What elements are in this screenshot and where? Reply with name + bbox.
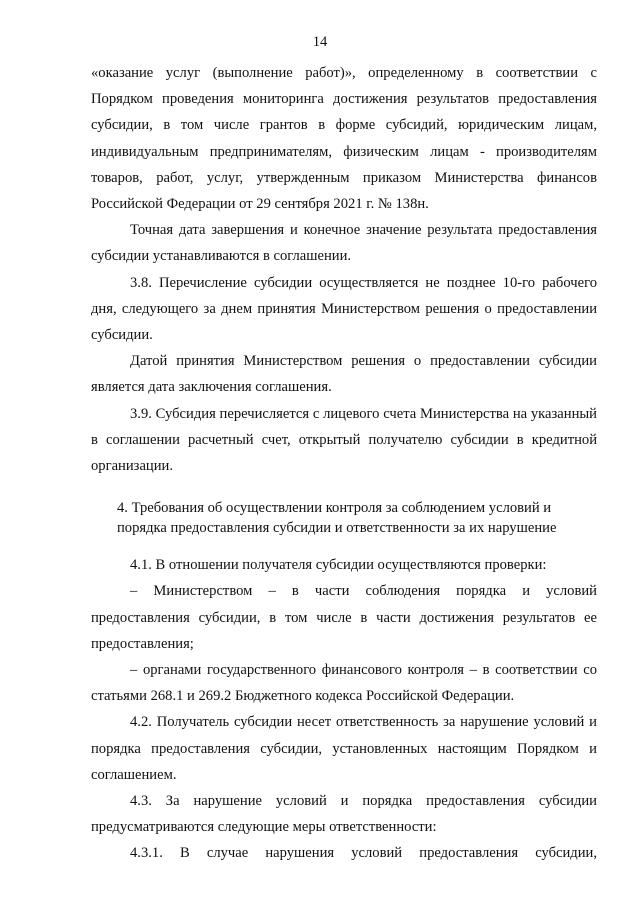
page-number: 14 [312, 34, 328, 50]
paragraph-decision-date: Датой принятия Министерством решения о предоставлении субсидии является дата заключения соглашения. [91, 353, 597, 396]
paragraph-financial-control: – органами государственного финансового контроля – в соответствии со статьями 268.1 и 269.2 Бюджетного кодекса Российской Федерации. [91, 662, 597, 705]
paragraph-ministry-check: – Министерством – в части соблюдения порядка и условий предоставления субсидии, в том числе в части достижения результатов ее предоставления; [91, 583, 597, 652]
document-body [91, 60, 597, 867]
paragraph-3-8: 3.8. Перечисление субсидии осуществляется не позднее 10-го рабочего дня, следующего за днем принятия Министерством решения о предоставлении субсидии. [91, 274, 597, 344]
paragraph-result-date: Точная дата завершения и конечное значение результата предоставления субсидии устанавливаются в соглашении. [91, 222, 597, 265]
paragraph-4-3-1: 4.3.1. В случае нарушения условий предоставления субсидии, [130, 845, 597, 862]
section-heading: 4. Требования об осуществлении контроля за соблюдением условий и порядка предоставления субсидии и ответственности за их нарушение [117, 500, 557, 537]
paragraph-continuation: «оказание услуг (выполнение работ)», определенному в соответствии с Порядком проведения мониторинга достижения результатов предоставления субсидии, в том числе грантов в форме субсидий, юридическим лицам, индивидуальным предпринимателям, физическим лицам - производителям товаров, работ, услуг, утвержденным приказом Министерства финансов Российской Федерации от 29 сентября 2021 г. № 138н. [91, 65, 597, 213]
paragraph-3-9: 3.9. Субсидия перечисляется с лицевого счета Министерства на указанный в соглашении расчетный счет, открытый получателю субсидии в кредитной организации. [91, 405, 597, 475]
paragraph-4-3: 4.3. За нарушение условий и порядка предоставления субсидии предусматриваются следующие меры ответственности: [91, 793, 597, 836]
paragraph-4-1: 4.1. В отношении получателя субсидии осуществляются проверки: [130, 557, 547, 574]
spacer [91, 538, 597, 552]
paragraph-4-2: 4.2. Получатель субсидии несет ответственность за нарушение условий и порядка предоставления субсидии, установленных настоящим Порядком и соглашением. [91, 714, 597, 783]
spacer [91, 479, 597, 498]
